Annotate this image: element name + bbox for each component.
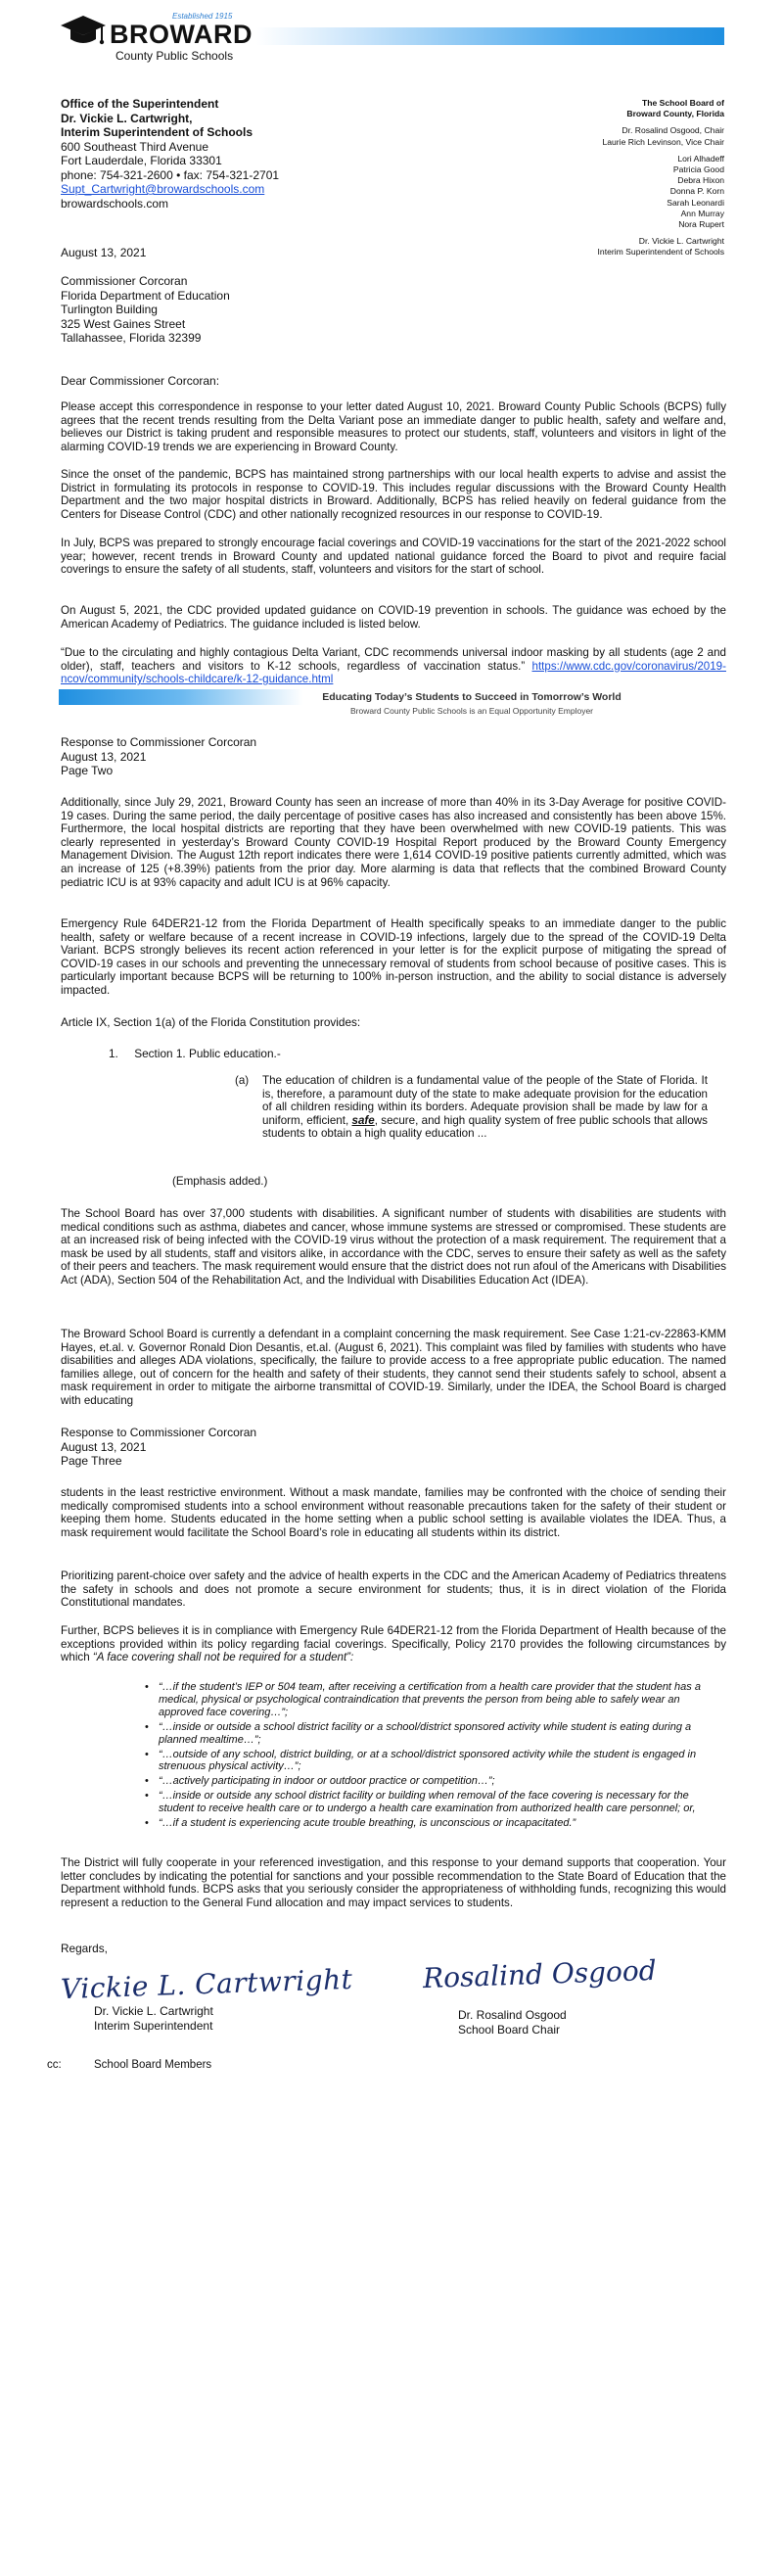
office-title: Office of the Superintendent (61, 97, 219, 111)
clause-text: The education of children is a fundamental value of the people of the State of Florida. It is, therefore, a paramount duty of the state to make adequate provision for the education of all children residing within its borders. Adequate provision shall be made by law for a uniform, efficient, (262, 1074, 708, 1127)
signer-title: School Board Chair (458, 2022, 561, 2037)
list-item: • “…if a student is experiencing acute trouble breathing, is unconscious or incapacitated.” (145, 1817, 722, 1830)
cc-recipients: School Board Members (94, 2059, 212, 2071)
board-title-2: Broward County, Florida (626, 109, 724, 119)
salutation: Dear Commissioner Corcoran: (61, 374, 220, 388)
cdc-quote (61, 646, 726, 686)
recipient-line: Turlington Building (61, 303, 158, 316)
cc-label: cc: (47, 2059, 62, 2071)
board-block (489, 98, 724, 258)
signer-title: Interim Superintendent (94, 2018, 213, 2033)
signer-name: Dr. Vickie L. Cartwright (94, 2004, 213, 2018)
logo-established: Established 1915 (172, 12, 233, 21)
logo-subname: County Public Schools (115, 49, 234, 63)
list-item: • “…actively participating in indoor or outdoor practice or competition…”; (145, 1775, 722, 1788)
page-header-line: August 13, 2021 (61, 749, 147, 764)
board-member: Patricia Good (672, 164, 724, 175)
footer-tagline: Educating Today’s Students to Succeed in Tomorrow’s World (322, 691, 622, 703)
paragraph: Emergency Rule 64DER21-12 from the Florida Department of Health specifically speaks to an immediate danger to the public health, safety or welfare because of a recent increase in COVID-19 infections, largely due to the spread of the COVID-19 Delta Variant. BCPS strongly believes its recent action referenced in your letter is for the explicit purpose of mitigating the spread of COVID-19 cases in our schools and preventing the unnecessary removal of students from school because of positive cases. This is particularly important because BCPS will be returning to 100% in-person instruction, and the ability to social distance is adversely impacted. (61, 917, 726, 997)
board-member: Nora Rupert (678, 219, 724, 230)
closing: Regards, (61, 1942, 108, 1955)
page-header-line: Page Two (61, 764, 114, 777)
emphasis-note: (Emphasis added.) (172, 1175, 268, 1188)
office-supt-name: Dr. Vickie L. Cartwright, (61, 111, 193, 125)
paragraph: Since the onset of the pandemic, BCPS has maintained strong partnerships with our local health experts to advise and assist the District in formulating its protocols in response to COVID-19. This includes regular discussions with the Broward County Health Department and the two major hospital districts in Broward. Additionally, BCPS has relied heavily on federal guidance from the Centers for Disease Control (CDC) and other nationally recognized resources in our response to COVID-19. (61, 468, 726, 521)
board-supt-title: Interim Superintendent of Schools (597, 247, 724, 258)
paragraph: In July, BCPS was prepared to strongly encourage facial coverings and COVID-19 vaccinations for the start of the 2021-2022 school year; however, recent trends in Broward County and updated national guidance forced the Board to pivot and require facial coverings to ensure the safety of all students, staff, volunteers and visitors for the start of school. (61, 537, 726, 577)
paragraph: The Broward School Board is currently a defendant in a complaint concerning the mask requirement. See Case 1:21-cv-22863-KMM Hayes, et.al. v. Governor Ronald Dion Desantis, et.al. (August 6, 2021). This complaint was filed by families with students who have disabilities and alleges ADA violations, specifically, the failure to provide access to a free appropriate public education. The named families allege, out of concern for the health and safety of their students, they cannot send their students safely to school, absent a mask requirement in order to mitigate the airborne transmittal of COVID-19. Similarly, under the IDEA, the School Board is charged with educating (61, 1328, 726, 1407)
paragraph-text: Further, BCPS believes it is in compliance with Emergency Rule 64DER21-12 from the Florida Department of Health because of the exceptions provided within its policy regarding facial coverings. Specifically, Policy 2170 provides the following circumstances by which (61, 1624, 726, 1664)
cdc-guidance-link[interactable]: https://www.cdc.gov/coronavirus/2019-ncov/community/schools-childcare/k-12-guidance.html (61, 659, 726, 686)
cc-line (47, 2059, 211, 2071)
letter-date: August 13, 2021 (61, 246, 147, 259)
recipient-line: Commissioner Corcoran (61, 274, 188, 288)
office-supt-title: Interim Superintendent of Schools (61, 125, 253, 139)
page-three-header (61, 1426, 256, 1469)
office-email-link[interactable]: Supt_Cartwright@browardschools.com (61, 182, 265, 196)
board-member: Debra Hixon (677, 175, 724, 186)
header-bar (256, 27, 724, 45)
constitution-clause-marker: (a) (235, 1074, 250, 1087)
list-item: • “…if the student’s IEP or 504 team, after receiving a certification from a health care provider that the student has a medical, physical or psychological contraindication that prevents the person from being able to safely wear an approved face covering…”; (145, 1681, 722, 1719)
paragraph: Please accept this correspondence in response to your letter dated August 10, 2021. Broward County Public Schools (BCPS) fully agrees that the recent trends resulting from the Delta Variant pose an immediate danger to public health, safety and welfare and, believes our District is taking prudent and responsible measures to protect our students, staff, volunteers and visitors in light of the alarming COVID-19 trends we are experiencing in Broward County. (61, 400, 726, 453)
board-member: Sarah Leonardi (667, 197, 724, 208)
page-two-header (61, 735, 256, 778)
signer-right (458, 2008, 567, 2037)
board-title-1: The School Board of (641, 98, 724, 108)
graduation-cap-icon (59, 14, 108, 53)
broward-logo (59, 12, 254, 63)
list-item: • “…inside or outside any school district facility or building when removal of the face covering is necessary for the student to receive health care or to undergo a health care examination from authorized health care personnel; or, (145, 1790, 722, 1815)
paragraph: The District will fully cooperate in your referenced investigation, and this response to your demand supports that cooperation. Your letter concludes by indicating the potential for sanctions and your possible recommendation to the State Board of Education that the Department withhold funds. BCPS asks that you seriously consider the appropriateness of withholding funds, recognizing this would represent a reduction to the General Fund allocation and may impact services to students. (61, 1856, 726, 1909)
list-item: • “…outside of any school, district building, or at a school/district sponsored activity while the student is engaged in strenuous physical activity…”; (145, 1749, 722, 1774)
recipient-block (61, 274, 230, 346)
recipient-line: Tallahassee, Florida 32399 (61, 331, 202, 345)
clause-emphasis: safe (351, 1113, 375, 1127)
office-website: browardschools.com (61, 196, 169, 211)
exceptions-list (145, 1681, 722, 1832)
recipient-line: Florida Department of Education (61, 288, 230, 303)
office-block (61, 97, 374, 211)
office-address-2: Fort Lauderdale, Florida 33301 (61, 154, 222, 167)
page-header-line: Page Three (61, 1454, 122, 1468)
cdc-quote-text: “Due to the circulating and highly contagious Delta Variant, CDC recommends universal indoor masking by all students (age 2 and older), staff, teachers and visitors to K-12 schools, regardless of vaccination status.” (61, 646, 726, 673)
constitution-clause (262, 1074, 708, 1141)
paragraph: On August 5, 2021, the CDC provided updated guidance on COVID-19 prevention in schools. The guidance was echoed by the American Academy of Pediatrics. The guidance included is listed below. (61, 604, 726, 631)
office-address-1: 600 Southeast Third Avenue (61, 139, 209, 154)
board-member: Ann Murray (680, 208, 724, 218)
footer-subline: Broward County Public Schools is an Equal Opportunity Employer (349, 706, 594, 716)
clause-text: , secure, and high quality system of free public schools that allows students to obtain a high quality education ... (262, 1113, 708, 1141)
board-supt-name: Dr. Vickie L. Cartwright (638, 236, 724, 247)
paragraph: The School Board has over 37,000 students with disabilities. A significant number of students with disabilities are students with medical conditions such as asthma, diabetes and cancer, whose immune systems are stressed or compromised. These students are at an increased risk of being infected with the COVID-19 virus without the protection of a mask requirement. The requirement that a mask be used by all students, staff and visitors alike, in accordance with the CDC, serves to ensure their safety as well as the safety of their peers and teachers. The mask requirement would ensure that the district does not run afoul of the Americans with Disabilities Act (ADA), Section 504 of the Rehabilitation Act, and the Individual with Disabilities Education Act (IDEA). (61, 1207, 726, 1287)
board-chair: Dr. Rosalind Osgood, Chair (622, 125, 724, 136)
recipient-line: 325 West Gaines Street (61, 316, 186, 331)
article-intro: Article IX, Section 1(a) of the Florida Constitution provides: (61, 1015, 361, 1029)
board-member: Lori Alhadeff (677, 153, 724, 164)
logo-name: BROWARD (110, 20, 253, 49)
signature-cartwright: Vickie L. Cartwright (60, 1962, 353, 2006)
page-header-line: Response to Commissioner Corcoran (61, 1426, 257, 1439)
list-item: • “…inside or outside a school district facility or a school/district sponsored activity while student is eating during a planned mealtime…”; (145, 1721, 722, 1747)
page-header-line: August 13, 2021 (61, 1439, 147, 1454)
board-member: Donna P. Korn (669, 186, 724, 197)
signature-osgood: Rosalind Osgood (422, 1953, 658, 1995)
paragraph: students in the least restrictive environment. Without a mask mandate, families may be confronted with the choice of sending their medically compromised students into a school environment without reasonable precautions taken for the safety of their student or keeping them home. Students educated in the home setting when a public school setting is available violates the IDEA. Thus, a mask requirement would facilitate the School Board’s role in educating all students within its district. (61, 1486, 726, 1539)
policy-quote: “A face covering shall not be required for a student”: (92, 1651, 354, 1664)
section-heading: 1. Section 1. Public education.- (109, 1047, 281, 1060)
office-phone: phone: 754-321-2600 • fax: 754-321-2701 (61, 167, 280, 182)
paragraph: Additionally, since July 29, 2021, Broward County has seen an increase of more than 40% in its 3-Day Average for positive COVID-19 cases. During the same period, the daily percentage of positive cases has also increased and consistently has been above 15%. Furthermore, the local hospital districts are reporting that they have been overwhelmed with new COVID-19 patients. This was clearly represented in yesterday’s Broward County COVID-19 Hospital Report produced by the Broward County Emergency Management Division. The August 12th report indicates there were 1,614 COVID-19 positive patients currently admitted, which was an increase of 125 (+8.39%) patients from the prior day. More alarming is data that reflects that the combined Broward County pediatric ICU is at 93% capacity and adult ICU is at 96% capacity. (61, 796, 726, 889)
paragraph (61, 1624, 726, 1664)
paragraph: Prioritizing parent-choice over safety and the advice of health experts in the CDC and the American Academy of Pediatrics threatens the safety in schools and does not promote a secure environment for students; thus, it is in direct violation of the Florida Constitutional mandates. (61, 1569, 726, 1610)
board-vice-chair: Laurie Rich Levinson, Vice Chair (602, 136, 724, 147)
signer-left (94, 2004, 213, 2033)
signer-name: Dr. Rosalind Osgood (458, 2008, 567, 2022)
page-header-line: Response to Commissioner Corcoran (61, 735, 257, 749)
